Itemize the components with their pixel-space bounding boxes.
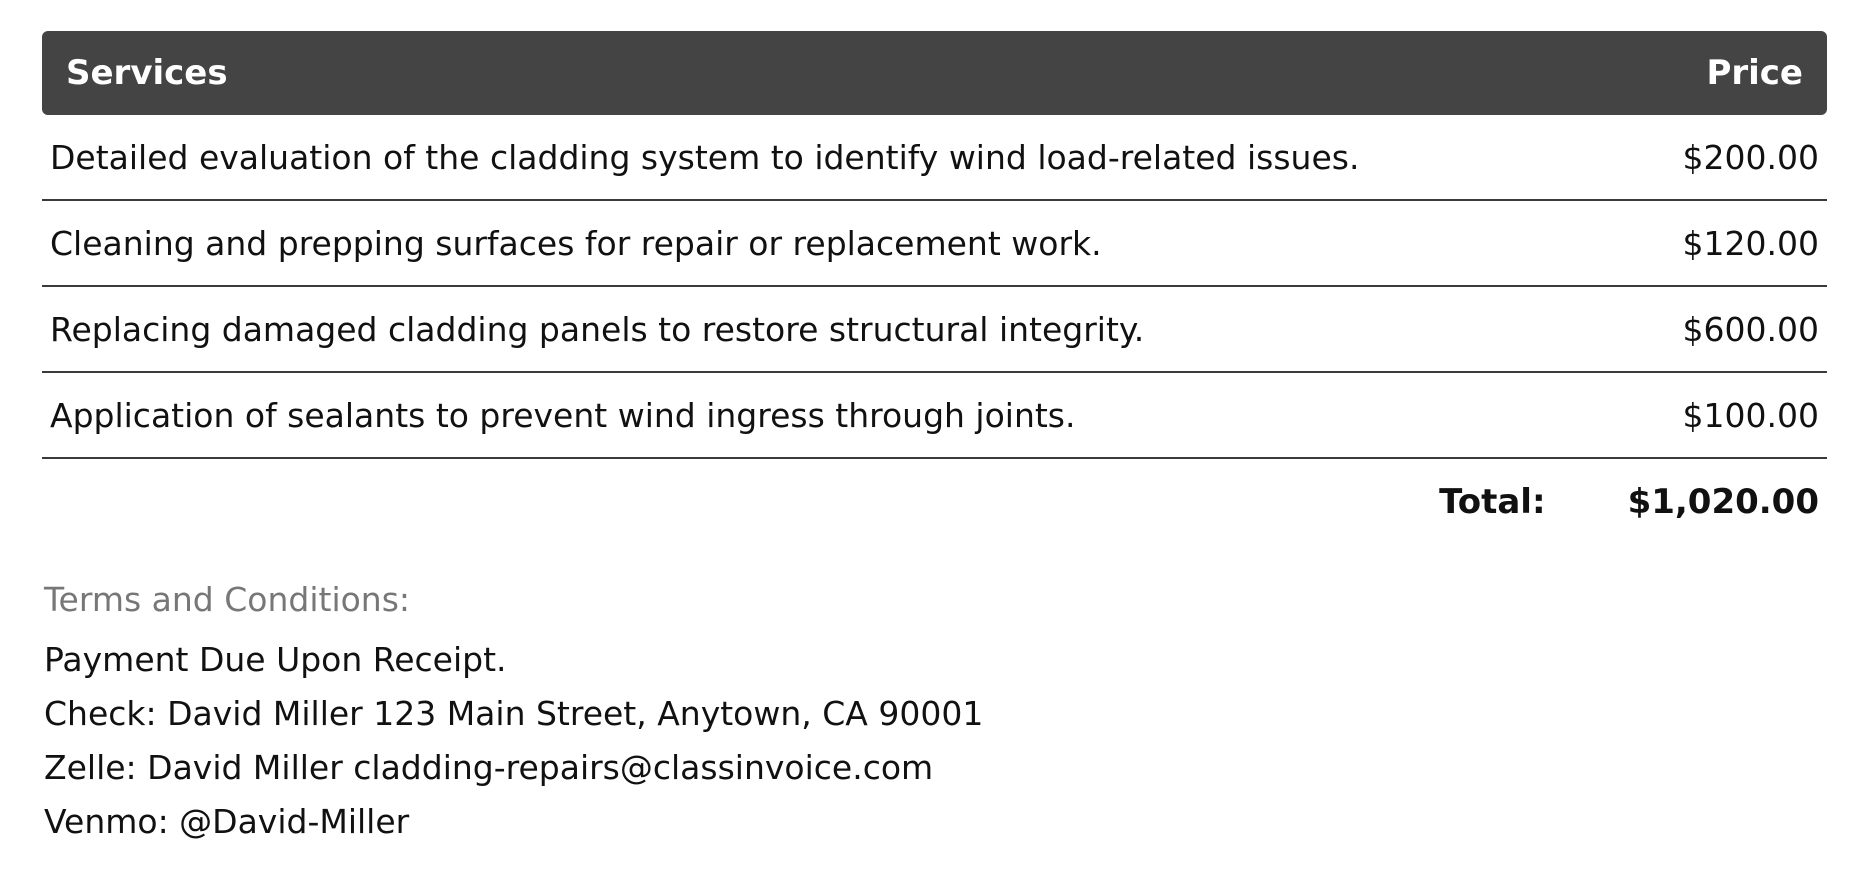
terms-heading: Terms and Conditions:: [44, 580, 411, 619]
table-row: [42, 115, 1827, 201]
total-row: [42, 459, 1827, 545]
service-price: $200.00: [1682, 137, 1819, 177]
service-description: Detailed evaluation of the cladding system to identify wind load-related issues.: [50, 137, 1360, 177]
terms-line-zelle: Zelle: David Miller cladding-repairs@classinvoice.com: [44, 748, 934, 787]
terms-line-venmo: Venmo: @David-Miller: [44, 802, 410, 841]
services-table: [42, 31, 1827, 545]
services-column-header: Services: [66, 53, 228, 93]
terms-line-check: Check: David Miller 123 Main Street, Anytown, CA 90001: [44, 694, 984, 733]
service-description: Application of sealants to prevent wind ingress through joints.: [50, 395, 1076, 435]
table-row: [42, 287, 1827, 373]
table-row: [42, 201, 1827, 287]
service-price: $120.00: [1682, 223, 1819, 263]
price-column-header: Price: [1706, 53, 1803, 93]
service-price: $100.00: [1682, 395, 1819, 435]
table-row: [42, 373, 1827, 459]
terms-section: [44, 580, 983, 849]
total-label: Total:: [1439, 482, 1546, 522]
service-description: Replacing damaged cladding panels to restore structural integrity.: [50, 309, 1145, 349]
service-description: Cleaning and prepping surfaces for repair or replacement work.: [50, 223, 1102, 263]
total-value: $1,020.00: [1627, 482, 1819, 522]
table-header: [42, 31, 1827, 115]
terms-line-payment: Payment Due Upon Receipt.: [44, 640, 507, 679]
service-price: $600.00: [1682, 309, 1819, 349]
